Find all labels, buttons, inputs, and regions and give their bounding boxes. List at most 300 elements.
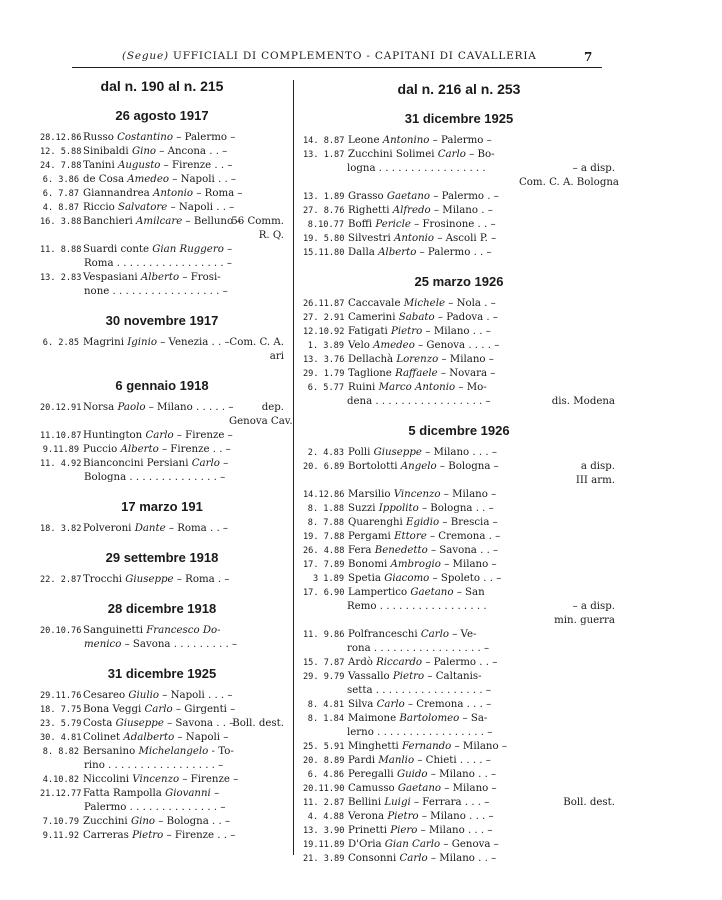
birth-date: 19. 5.80	[303, 234, 345, 244]
officer-name-place: Magrini Iginio – Venezia . . –	[83, 337, 230, 348]
section-date-heading: 25 marzo 1926	[414, 274, 504, 289]
entry-text	[303, 381, 515, 409]
officer-entry	[303, 148, 619, 190]
birth-date: 11. 9.86	[303, 630, 345, 640]
entry-line	[303, 838, 515, 852]
birth-date: 13. 1.89	[303, 192, 345, 202]
officer-entry	[303, 367, 615, 381]
entry-text	[303, 838, 515, 852]
entry-continuation-line	[303, 395, 515, 409]
officer-name-place: D'Oria Gian Carlo – Genova –	[348, 839, 499, 850]
officer-name-place: Polfranceschi Carlo – Ve-	[348, 629, 477, 640]
birth-date: 6. 4.86	[307, 770, 344, 780]
header-rule	[72, 67, 602, 68]
entry-line	[303, 325, 515, 339]
officer-name-place: Peregalli Guido – Milano . . –	[348, 769, 497, 780]
officer-name-place: Colinet Adalberto – Napoli –	[83, 732, 229, 743]
entry-text	[303, 460, 515, 474]
officer-name-place: Lampertico Gaetano – San	[348, 587, 485, 598]
officer-entry	[303, 810, 615, 824]
entry-line	[303, 488, 515, 502]
entry-line	[40, 271, 225, 285]
birth-date: 18. 3.82	[40, 524, 82, 534]
entry-text	[40, 187, 243, 201]
column-range-heading: dal n. 216 al n. 253	[397, 81, 521, 97]
entry-line	[303, 530, 515, 544]
officer-entry	[303, 311, 615, 325]
officer-name-place: Fatigati Pietro – Milano . . –	[348, 326, 491, 337]
birth-date: 7.10.79	[42, 817, 79, 827]
birth-date: 17. 6.90	[303, 588, 345, 598]
entry-line	[303, 339, 515, 353]
entry-line	[40, 145, 228, 159]
entry-text	[303, 367, 515, 381]
officer-name-place: Marsilio Vincenzo – Milano –	[348, 489, 497, 500]
running-header-title: UFFICIALI DI COMPLEMENTO - CAPITANI DI CAVALLERIA	[173, 50, 537, 62]
entry-text	[40, 243, 233, 271]
entry-note: a disp. III arm.	[575, 461, 615, 486]
officer-entry	[303, 656, 615, 670]
officer-name-place: Tanini Augusto – Firenze . . –	[83, 160, 233, 171]
entry-text	[40, 829, 236, 843]
entry-text	[303, 530, 515, 544]
officer-entry	[303, 558, 615, 572]
officer-name-place: Zucchini Solimei Carlo – Bo-	[348, 149, 495, 160]
birth-date: 6. 7.87	[42, 189, 79, 199]
entry-line	[303, 544, 515, 558]
entry-text	[40, 745, 234, 773]
birth-date: 2. 4.83	[307, 448, 344, 458]
officer-entry	[303, 446, 615, 460]
officer-name-place: Ardò Riccardo – Palermo . . –	[348, 657, 498, 668]
entry-text	[303, 502, 515, 516]
birth-date: 9.11.89	[42, 445, 79, 455]
entry-text	[40, 703, 236, 717]
officer-name-place: Caccavale Michele – Nola . –	[348, 298, 496, 309]
officer-entry	[40, 573, 284, 587]
officer-entry	[303, 670, 615, 698]
officer-entry	[40, 773, 284, 787]
section-date-heading: 30 novembre 1917	[105, 313, 219, 328]
entry-line	[40, 703, 236, 717]
birth-date: 11. 2.87	[303, 798, 345, 808]
entry-note: Boll. dest.	[232, 718, 284, 729]
birth-date: 3 1.89	[312, 574, 344, 584]
entry-line	[40, 401, 234, 415]
birth-date: 8. 8.82	[42, 747, 79, 757]
officer-name-place: none . . . . . . . . . . . . . . . . . –	[84, 286, 228, 297]
officer-name-place: Boffi Pericle – Frosinone . . –	[348, 219, 496, 230]
entry-line	[40, 787, 225, 801]
birth-date: 12. 5.88	[40, 147, 82, 157]
birth-date: 8.10.77	[307, 220, 344, 230]
entry-text	[303, 712, 515, 740]
entry-text	[303, 740, 515, 754]
birth-date: 13. 3.76	[303, 355, 345, 365]
entry-line	[303, 367, 515, 381]
entry-note: dis. Modena	[551, 396, 615, 407]
birth-date: 9.11.92	[42, 831, 79, 841]
entry-line	[40, 717, 235, 731]
officer-entry	[303, 232, 615, 246]
officer-name-place: lerno . . . . . . . . . . . . . . . . . –	[347, 727, 493, 738]
officer-name-place: Bonomi Ambrogio – Milano –	[348, 559, 497, 570]
entry-line	[40, 773, 239, 787]
officer-entry	[303, 204, 615, 218]
officer-entry	[40, 787, 284, 815]
officer-entry	[40, 689, 284, 703]
entry-text	[40, 443, 231, 457]
officer-name-place: Velo Amedeo – Genova . . . . –	[348, 340, 500, 351]
birth-date: 18. 7.75	[40, 705, 82, 715]
birth-date: 8. 4.81	[307, 700, 344, 710]
entry-text	[303, 768, 515, 782]
entry-text	[40, 457, 229, 485]
birth-date: 19. 7.88	[303, 532, 345, 542]
entry-line	[40, 829, 236, 843]
entry-text	[40, 401, 234, 415]
entry-text	[40, 159, 233, 173]
birth-date: 6. 3.86	[42, 175, 79, 185]
birth-date: 6. 5.77	[307, 383, 344, 393]
officer-name-place: Quarenghi Egidio – Brescia –	[348, 517, 498, 528]
officer-entry	[40, 243, 284, 271]
officer-name-place: Bona Veggi Carlo – Girgenti –	[83, 704, 236, 715]
birth-date: 12.10.92	[303, 327, 345, 337]
entry-line	[40, 159, 233, 173]
birth-date: 6. 2.85	[42, 338, 79, 348]
officer-name-place: menico – Savona . . . . . . . . . –	[84, 639, 238, 650]
entry-line	[303, 134, 515, 148]
officer-name-place: Carreras Pietro – Firenze . . –	[83, 830, 236, 841]
officer-name-place: Leone Antonino – Palermo –	[348, 135, 492, 146]
birth-date: 8. 1.88	[307, 504, 344, 514]
entry-text	[303, 339, 515, 353]
date-section	[40, 107, 284, 299]
officer-name-place: Bologna . . . . . . . . . . . . . . –	[84, 472, 226, 483]
officer-name-place: Trocchi Giuseppe – Roma . –	[83, 574, 230, 585]
officer-name-place: Sanguinetti Francesco Do-	[83, 625, 221, 636]
birth-date: 20.10.76	[40, 626, 82, 636]
birth-date: 29.11.76	[40, 691, 82, 701]
section-date-heading: 31 dicembre 1925	[107, 666, 217, 681]
officer-entry	[303, 572, 615, 586]
birth-date: 20.12.91	[40, 403, 82, 413]
officer-entry	[303, 325, 615, 339]
officer-name-place: Maimone Bartolomeo – Sa-	[348, 713, 488, 724]
entry-line	[40, 243, 233, 257]
birth-date: 21.12.77	[40, 789, 82, 799]
officer-entry	[40, 717, 284, 731]
officer-entry	[303, 353, 615, 367]
officer-entry	[303, 796, 615, 810]
officer-entry	[303, 852, 615, 866]
officer-entry	[40, 336, 284, 364]
entry-text	[40, 131, 236, 145]
officer-name-place: Bersanino Michelangelo - To-	[83, 746, 234, 757]
birth-date: 13. 2.83	[40, 273, 82, 283]
entry-text	[303, 134, 515, 148]
officer-entry	[303, 740, 615, 754]
officer-entry	[40, 401, 293, 429]
entry-text	[40, 173, 237, 187]
entry-line	[40, 624, 225, 638]
entry-text	[303, 297, 515, 311]
entry-line	[303, 218, 515, 232]
entry-line	[303, 810, 515, 824]
officer-name-place: Bianconcini Persiani Carlo –	[83, 458, 229, 469]
officer-entry	[40, 829, 284, 843]
officer-name-place: Banchieri Amilcare – Belluno –	[83, 216, 242, 227]
officer-entry	[40, 187, 284, 201]
officer-entry	[40, 443, 284, 457]
entry-text	[40, 336, 230, 350]
running-header	[122, 50, 537, 62]
officer-entry	[303, 586, 615, 628]
date-section	[40, 549, 284, 587]
date-section	[40, 498, 284, 536]
officer-entry	[303, 460, 615, 488]
officer-entry	[303, 838, 615, 852]
date-section	[40, 377, 293, 485]
entry-line	[303, 782, 515, 796]
officer-entry	[303, 190, 615, 204]
entry-line	[40, 443, 231, 457]
right-column	[303, 80, 619, 866]
entry-text	[303, 586, 515, 614]
entry-line	[303, 148, 515, 162]
officer-entry	[303, 768, 615, 782]
entry-text	[40, 787, 225, 815]
birth-date: 17. 7.89	[303, 560, 345, 570]
birth-date: 25. 5.91	[303, 742, 345, 752]
birth-date: 14.12.86	[303, 490, 345, 500]
entry-text	[40, 624, 238, 652]
birth-date: 20. 8.89	[303, 756, 345, 766]
entry-line	[40, 522, 229, 536]
entry-text	[303, 544, 515, 558]
birth-date: 14. 8.87	[303, 136, 345, 146]
birth-date: 4.10.82	[42, 775, 79, 785]
entry-line	[303, 232, 515, 246]
birth-date: 15.11.80	[303, 248, 345, 258]
entry-line	[40, 815, 231, 829]
entry-continuation-line	[40, 285, 228, 299]
birth-date: 24. 7.88	[40, 161, 82, 171]
entry-text	[303, 796, 515, 810]
birth-date: 20.11.90	[303, 784, 345, 794]
entry-line	[303, 502, 515, 516]
entry-line	[303, 246, 515, 260]
officer-entry	[303, 544, 615, 558]
section-date-heading: 17 marzo 191	[121, 499, 203, 514]
entry-text	[303, 754, 515, 768]
entry-line	[303, 628, 515, 642]
officer-entry	[40, 131, 284, 145]
entry-line	[303, 712, 515, 726]
officer-name-place: Suzzi Ippolito – Bologna . . –	[348, 503, 494, 514]
birth-date: 4. 8.87	[42, 203, 79, 213]
officer-entry	[40, 271, 284, 299]
date-section	[40, 665, 284, 843]
officer-name-place: Silva Carlo – Cremona . . . –	[348, 699, 492, 710]
section-date-heading: 6 gennaio 1918	[115, 378, 209, 393]
entry-continuation-line	[40, 759, 225, 773]
entry-line	[40, 215, 242, 229]
officer-name-place: Cesareo Giulio – Napoli . . . –	[83, 690, 233, 701]
officer-name-place: Dalla Alberto – Palermo . . –	[348, 247, 492, 258]
entry-continuation-line	[303, 642, 515, 656]
officer-entry	[40, 703, 284, 717]
officer-name-place: Taglione Raffaele – Novara –	[348, 368, 496, 379]
date-section	[40, 600, 284, 652]
entry-text	[303, 852, 515, 866]
entry-text	[303, 218, 515, 232]
entry-continuation-line	[40, 638, 238, 652]
entry-line	[303, 740, 515, 754]
column-range-heading: dal n. 190 al n. 215	[100, 78, 224, 94]
entry-line	[40, 429, 233, 443]
officer-name-place: Giannandrea Antonio – Roma –	[83, 188, 243, 199]
entry-text	[303, 698, 515, 712]
officer-name-place: Sinibaldi Gino – Ancona . . –	[83, 146, 228, 157]
entry-line	[303, 824, 515, 838]
officer-entry	[40, 173, 284, 187]
officer-name-place: Puccio Alberto – Firenze . . –	[83, 444, 231, 455]
entry-line	[303, 754, 515, 768]
entry-line	[303, 852, 515, 866]
birth-date: 13. 1.87	[303, 150, 345, 160]
entry-text	[40, 689, 233, 703]
officer-name-place: de Cosa Amedeo – Napoli . . –	[83, 174, 237, 185]
entry-line	[40, 573, 230, 587]
birth-date: 23. 5.79	[40, 719, 82, 729]
officer-entry	[303, 782, 615, 796]
officer-name-place: Roma . . . . . . . . . . . . . . . . . –	[84, 258, 232, 269]
officer-name-place: Pardi Manlio – Chieti . . . . –	[348, 755, 491, 766]
officer-name-place: Prinetti Piero – Milano . . . –	[348, 825, 493, 836]
officer-name-place: Consonni Carlo – Milano . . –	[348, 853, 497, 864]
officer-name-place: Pergami Ettore – Cremona . –	[348, 531, 501, 542]
entry-continuation-line	[303, 684, 515, 698]
entry-line	[303, 460, 515, 474]
entry-text	[303, 572, 515, 586]
officer-name-place: Huntington Carlo – Firenze –	[83, 430, 233, 441]
left-column	[40, 77, 293, 843]
date-section	[40, 312, 284, 364]
birth-date: 29. 1.79	[303, 369, 345, 379]
entry-line	[40, 336, 230, 350]
entry-line	[303, 297, 515, 311]
officer-entry	[303, 381, 615, 409]
officer-entry	[303, 530, 615, 544]
entry-text	[40, 429, 233, 443]
birth-date: 16. 3.88	[40, 217, 82, 227]
officer-entry	[303, 824, 615, 838]
entry-line	[303, 796, 515, 810]
officer-entry	[40, 159, 284, 173]
entry-text	[40, 573, 230, 587]
entry-line	[303, 558, 515, 572]
officer-entry	[40, 145, 284, 159]
date-section	[303, 273, 615, 409]
entry-text	[303, 488, 515, 502]
officer-name-place: Spetia Giacomo – Spoleto . . –	[348, 573, 502, 584]
entry-continuation-line	[40, 471, 225, 485]
entry-line	[303, 656, 515, 670]
officer-name-place: Dellachà Lorenzo – Milano –	[348, 354, 494, 365]
date-section	[303, 422, 615, 866]
entry-note: Boll. dest.	[563, 797, 615, 808]
entry-text	[40, 271, 228, 299]
officer-name-place: Polli Giuseppe – Milano . . . –	[348, 447, 497, 458]
entry-line	[303, 516, 515, 530]
officer-name-place: Vassallo Pietro – Caltanis-	[348, 671, 482, 682]
entry-line	[303, 204, 515, 218]
birth-date: 21. 3.89	[303, 854, 345, 864]
officer-name-place: Grasso Gaetano – Palermo . –	[348, 191, 499, 202]
entry-text	[303, 190, 515, 204]
officer-name-place: rino . . . . . . . . . . . . . . . . . –	[84, 760, 224, 771]
entry-text	[303, 516, 515, 530]
officer-name-place: Zucchini Gino – Bologna . . –	[83, 816, 231, 827]
officer-entry	[303, 488, 615, 502]
officer-entry	[40, 457, 284, 485]
officer-name-place: Russo Costantino – Palermo –	[83, 132, 236, 143]
officer-entry	[303, 712, 615, 740]
column-divider	[293, 80, 294, 855]
section-date-heading: 29 settembre 1918	[105, 550, 219, 565]
officer-name-place: Vespasiani Alberto – Frosi-	[83, 272, 221, 283]
officer-name-place: rona . . . . . . . . . . . . . . . . . –	[347, 643, 490, 654]
entry-line	[303, 670, 515, 684]
entry-text	[303, 446, 515, 460]
entry-text	[303, 628, 515, 656]
entry-continuation-line	[40, 801, 225, 815]
birth-date: 29. 9.79	[303, 672, 345, 682]
officer-entry	[303, 698, 615, 712]
officer-entry	[40, 624, 284, 652]
entry-line	[303, 572, 515, 586]
officer-name-place: Righetti Alfredo – Milano . –	[348, 205, 493, 216]
entry-text	[303, 656, 515, 670]
birth-date: 27. 2.91	[303, 313, 345, 323]
section-date-heading: 26 agosto 1917	[115, 108, 209, 123]
birth-date: 11. 8.88	[40, 245, 82, 255]
officer-name-place: Costa Giuseppe – Savona . . –	[83, 718, 235, 729]
entry-continuation-line	[40, 257, 232, 271]
page-number: 7	[584, 50, 593, 64]
section-date-heading: 31 dicembre 1925	[404, 111, 514, 126]
birth-date: 27. 8.76	[303, 206, 345, 216]
officer-name-place: Ruini Marco Antonio – Mo-	[348, 382, 487, 393]
birth-date: 8. 7.88	[307, 518, 344, 528]
entry-text	[303, 558, 515, 572]
birth-date: 28.12.86	[40, 133, 82, 143]
officer-entry	[303, 134, 615, 148]
entry-line	[40, 745, 234, 759]
entry-line	[303, 446, 515, 460]
entry-text	[40, 145, 228, 159]
birth-date: 26. 4.88	[303, 546, 345, 556]
entry-line	[303, 768, 515, 782]
birth-date: 19.11.89	[303, 840, 345, 850]
officer-entry	[40, 522, 284, 536]
officer-name-place: Palermo . . . . . . . . . . . . . . –	[84, 802, 226, 813]
officer-entry	[40, 201, 284, 215]
entry-text	[303, 246, 515, 260]
birth-date: 11. 4.92	[40, 459, 82, 469]
